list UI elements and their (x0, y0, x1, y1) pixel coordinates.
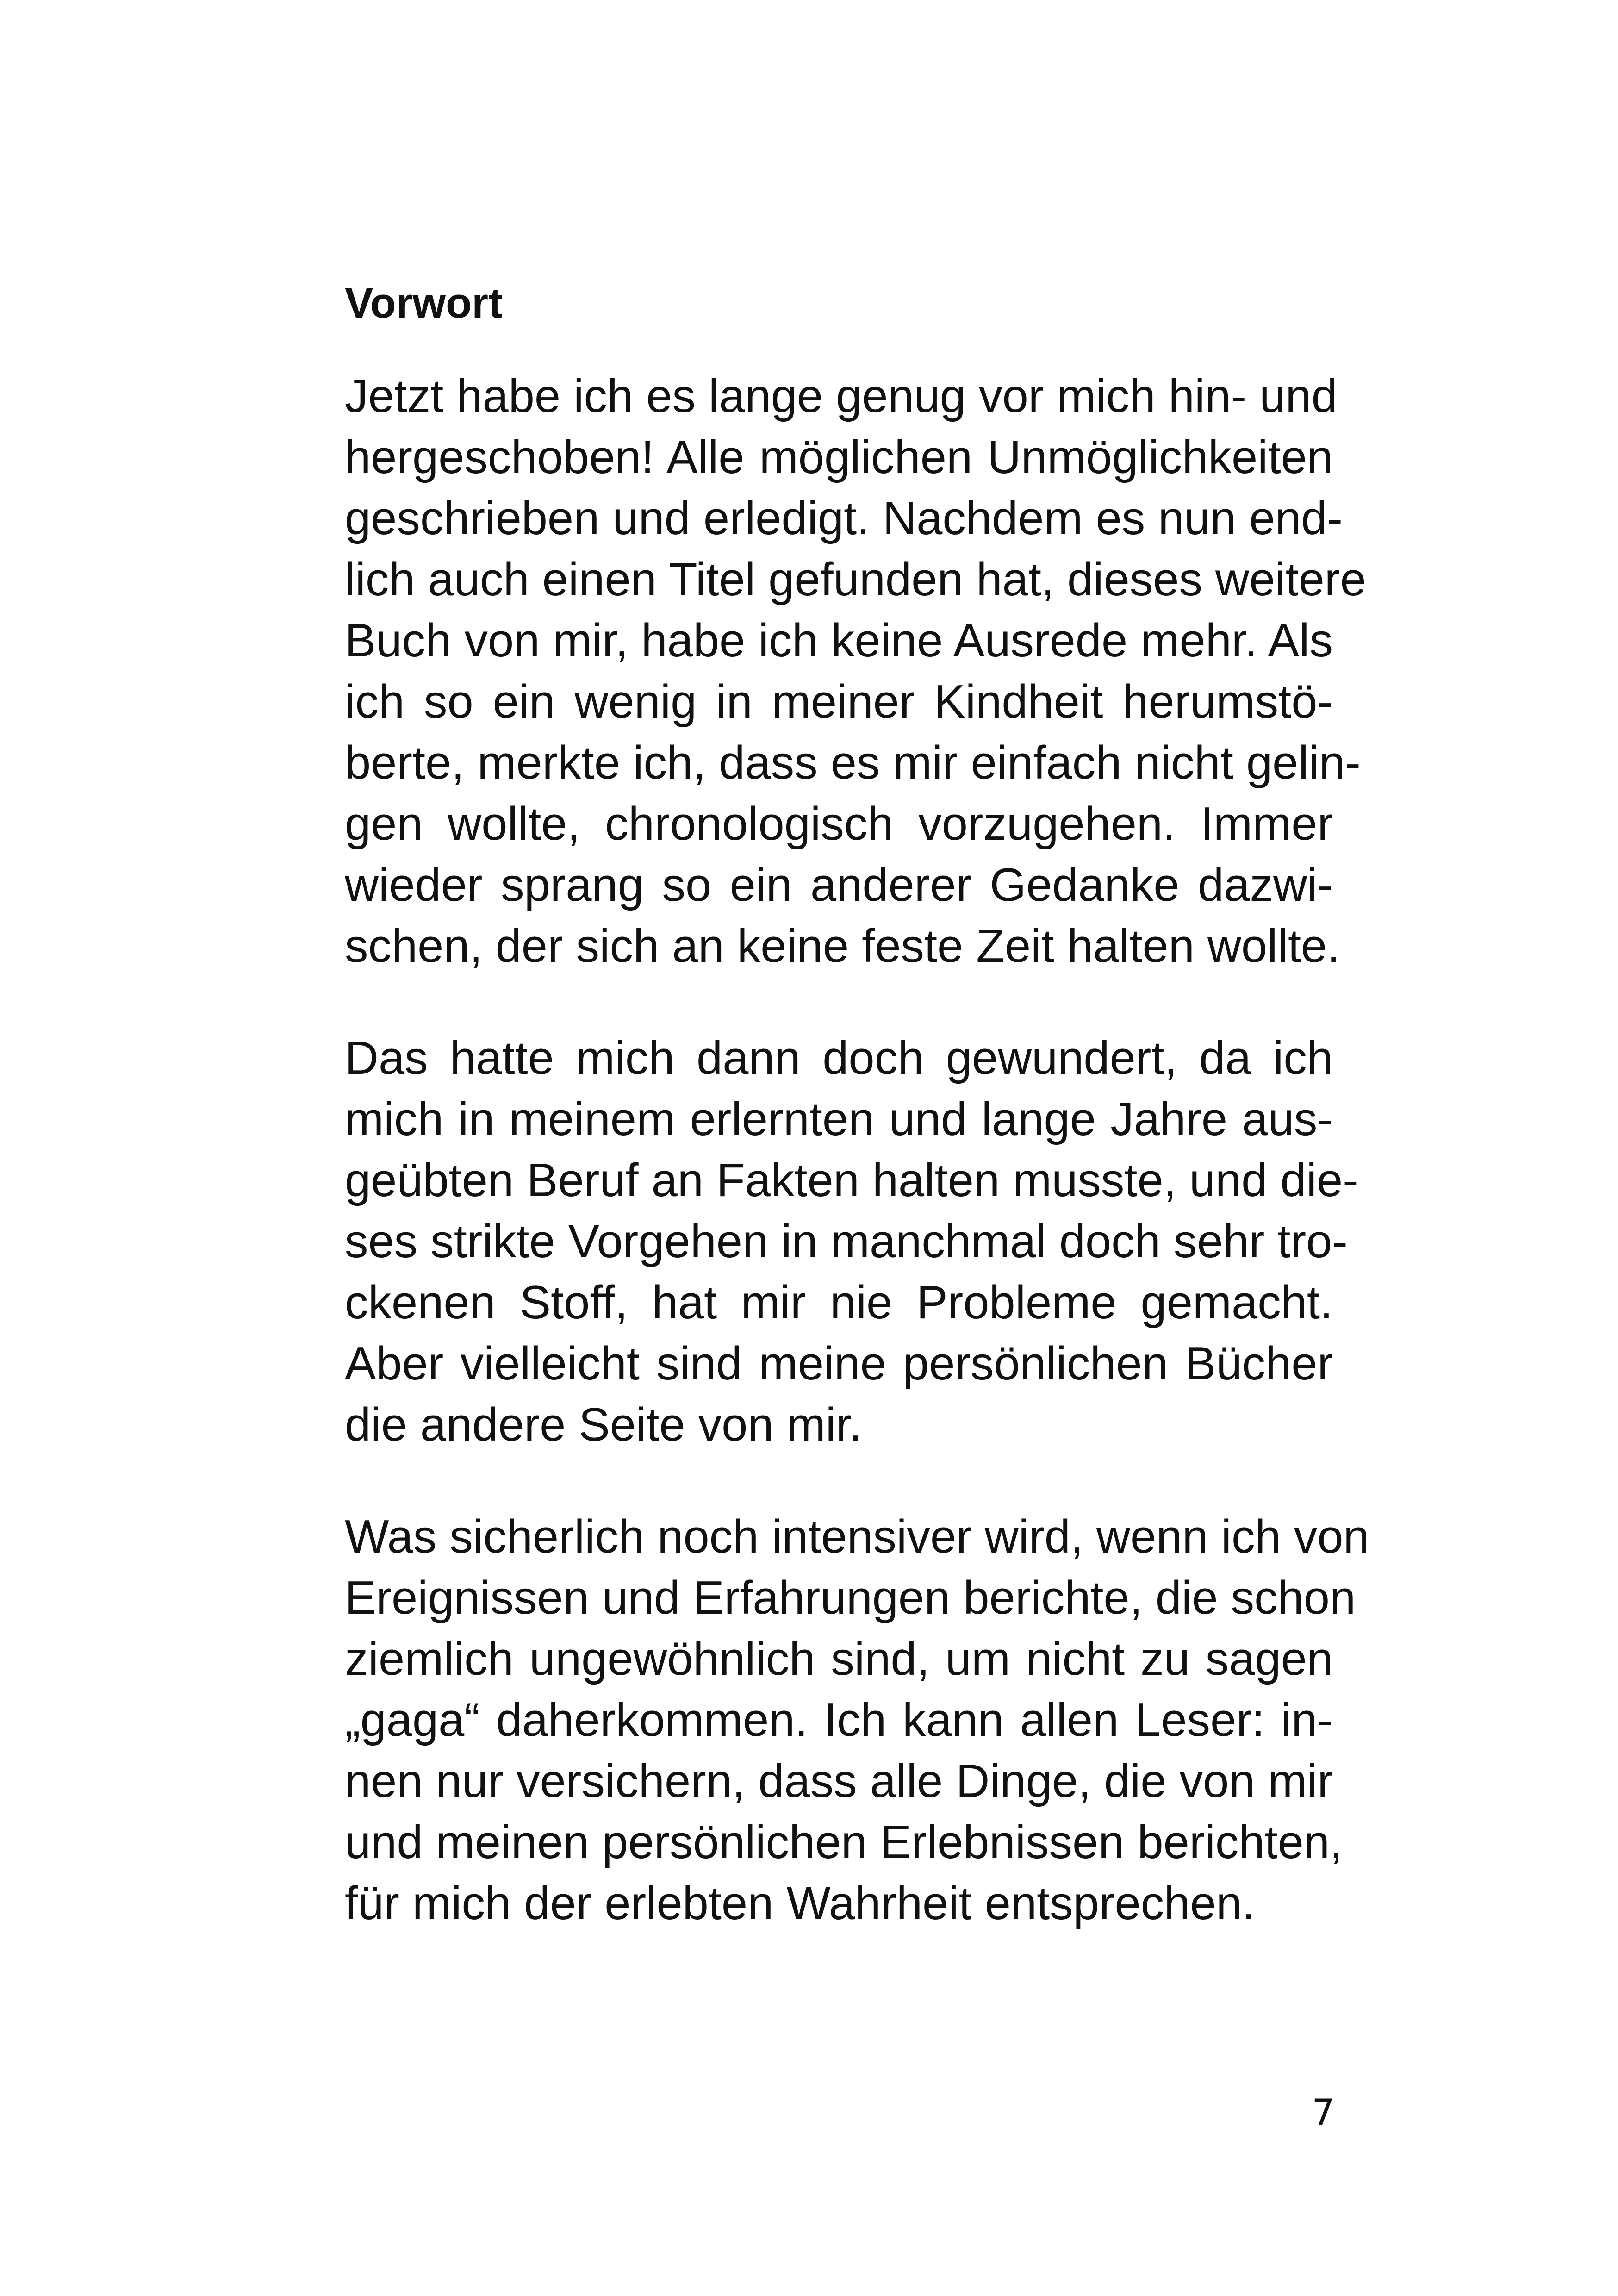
text-line: hergeschoben! Alle möglichen Unmöglichkeiten (345, 431, 1333, 483)
chapter-heading: Vorwort (345, 280, 503, 327)
text-line: und meinen persönlichen Erlebnissen berichten, (345, 1816, 1343, 1868)
body-text (345, 366, 1369, 1985)
text-line: ziemlich ungewöhnlich sind, um nicht zu sagen (345, 1633, 1333, 1685)
text-line: Ereignissen und Erfahrungen berichte, die schon (345, 1572, 1356, 1624)
text-line: „gaga“ daherkommen. Ich kann allen Leser: in- (345, 1694, 1333, 1746)
text-line: ckenen Stoff, hat mir nie Probleme gemacht. (345, 1277, 1333, 1329)
text-line: geübten Beruf an Fakten halten musste, und die- (345, 1154, 1358, 1206)
page-number: 7 (1312, 2092, 1335, 2134)
text-line: gen wollte, chronologisch vorzugehen. Immer (345, 798, 1333, 850)
text-line: wieder sprang so ein anderer Gedanke dazwi- (345, 859, 1333, 911)
text-line: die andere Seite von mir. (345, 1399, 862, 1451)
text-line: berte, merkte ich, dass es mir einfach nicht gelin- (345, 737, 1361, 789)
text-line: Das hatte mich dann doch gewundert, da ich (345, 1032, 1333, 1084)
paragraph-1 (345, 366, 1366, 977)
text-line: Buch von mir, habe ich keine Ausrede mehr. Als (345, 615, 1333, 667)
text-line: mich in meinem erlernten und lange Jahre aus- (345, 1093, 1333, 1145)
text-line: geschrieben und erledigt. Nachdem es nun end- (345, 493, 1343, 544)
text-line: nen nur versichern, dass alle Dinge, die von mir (345, 1755, 1333, 1807)
text-line: schen, der sich an keine feste Zeit halten wollte. (345, 920, 1340, 972)
text-line: ses strikte Vorgehen in manchmal doch sehr tro- (345, 1216, 1348, 1267)
paragraph-2 (345, 1028, 1358, 1455)
text-line: Aber vielleicht sind meine persönlichen Bücher (345, 1338, 1333, 1390)
paragraph-3 (345, 1506, 1369, 1934)
text-line: Was sicherlich noch intensiver wird, wenn ich von (345, 1511, 1369, 1563)
text-line: für mich der erlebten Wahrheit entsprechen. (345, 1878, 1255, 1929)
text-line: ich so ein wenig in meiner Kindheit herumstö- (345, 676, 1333, 728)
text-line: lich auch einen Titel gefunden hat, dieses weitere (345, 554, 1366, 605)
text-line: Jetzt habe ich es lange genug vor mich hin- und (345, 370, 1338, 422)
